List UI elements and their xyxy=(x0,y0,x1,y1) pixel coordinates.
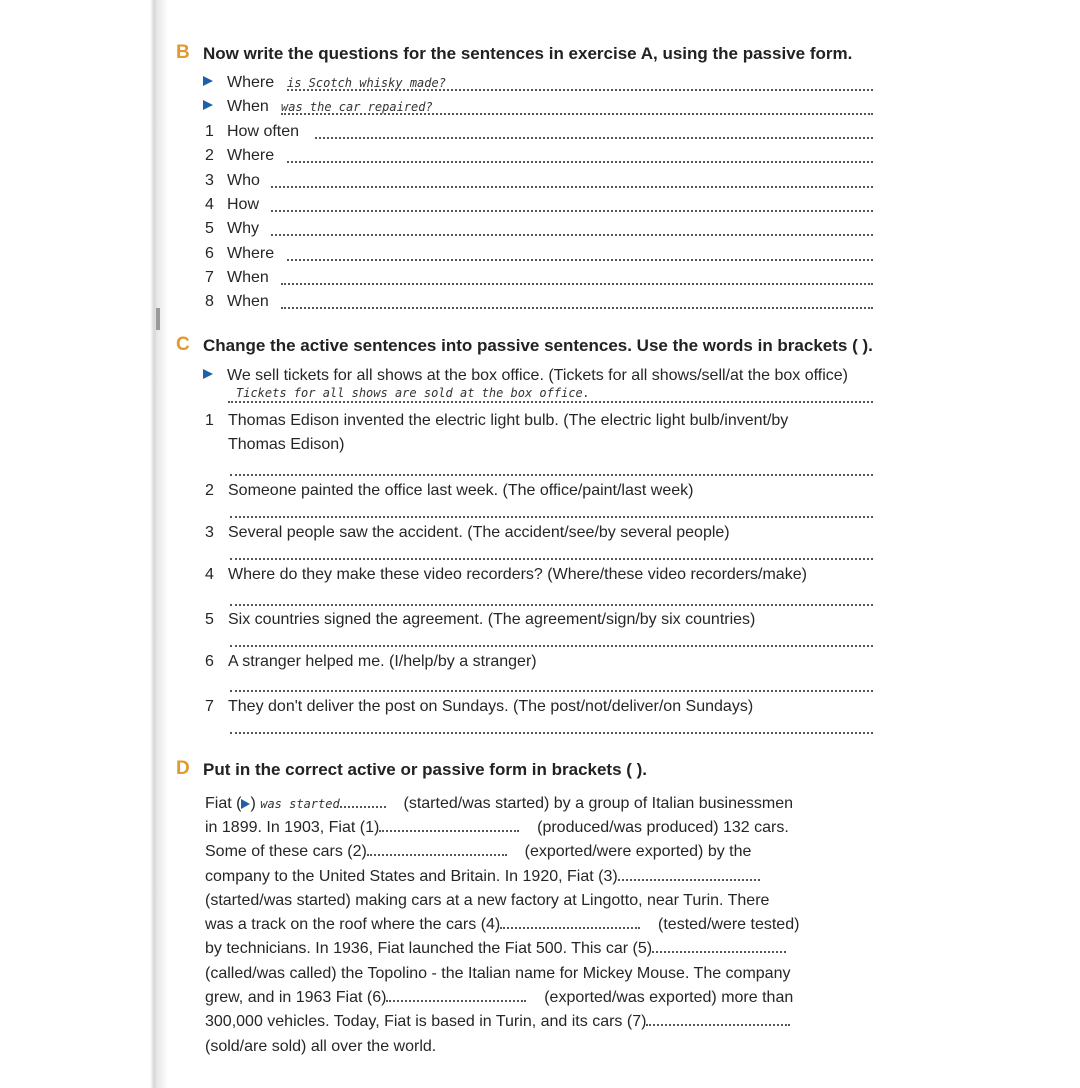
active-sentence: Several people saw the accident. (The accident/see/by several people) xyxy=(228,524,730,541)
text-segment: (sold/are sold) all over the world. xyxy=(205,1038,437,1055)
answer-blank[interactable] xyxy=(367,842,507,856)
handwritten-answer: was the car repaired? xyxy=(281,100,433,114)
exercise-b-item xyxy=(205,269,873,293)
item-number: 3 xyxy=(205,172,214,189)
play-arrow-icon xyxy=(203,100,213,110)
question-word: Where xyxy=(227,147,275,164)
item-number: 2 xyxy=(205,147,214,164)
question-word: Where xyxy=(227,74,275,91)
item-number: 3 xyxy=(205,524,214,541)
answer-blank[interactable] xyxy=(386,988,526,1002)
play-arrow-icon xyxy=(203,369,213,379)
exercise-c-letter: C xyxy=(176,334,190,355)
paragraph-line-3 xyxy=(205,840,751,864)
active-sentence: Six countries signed the agreement. (The agreement/sign/by six countries) xyxy=(228,611,756,628)
text-segment: 300,000 vehicles. Today, Fiat is based in Turin, and its cars (7) xyxy=(205,1013,647,1030)
answer-line[interactable] xyxy=(230,732,873,734)
exercise-b-item xyxy=(205,147,873,171)
answer-line[interactable] xyxy=(230,516,873,518)
exercise-d-letter: D xyxy=(176,758,190,779)
exercise-b-item xyxy=(205,293,873,317)
question-word: Where xyxy=(227,245,275,262)
text-segment: by technicians. In 1936, Fiat launched the Fiat 500. This car (5) xyxy=(205,940,653,957)
active-sentence: They don't deliver the post on Sundays. (The post/not/deliver/on Sundays) xyxy=(228,698,754,715)
text-segment: (exported/were exported) by the xyxy=(524,843,752,860)
exercise-b-item xyxy=(205,196,873,220)
item-number: 7 xyxy=(205,698,214,715)
paragraph-line-9 xyxy=(205,986,793,1010)
answer-blank[interactable] xyxy=(618,867,760,881)
text-segment: (started/was started) making cars at a new factory at Lingotto, near Turin. There xyxy=(205,892,770,909)
page-binding-shadow xyxy=(0,0,168,1088)
exercise-b-letter: B xyxy=(176,42,190,63)
example-sentence: We sell tickets for all shows at the box office. (Tickets for all shows/sell/at the box office) xyxy=(227,367,848,384)
answer-blank[interactable] xyxy=(652,939,786,953)
text-segment: in 1899. In 1903, Fiat (1) xyxy=(205,819,380,836)
handwritten-answer: Tickets for all shows are sold at the box office. xyxy=(236,386,591,400)
active-sentence: Thomas Edison invented the electric light bulb. (The electric light bulb/invent/by xyxy=(228,412,789,429)
answer-line[interactable] xyxy=(281,307,873,309)
answer-blank[interactable] xyxy=(379,818,519,832)
paragraph-line-7 xyxy=(205,937,786,961)
text-segment: company to the United States and Britain. In 1920, Fiat (3) xyxy=(205,868,618,885)
text-segment: was a track on the roof where the cars (4) xyxy=(205,916,501,933)
question-word: How often xyxy=(227,123,300,140)
item-number: 5 xyxy=(205,220,214,237)
item-number: 4 xyxy=(205,196,214,213)
exercise-b-item xyxy=(205,245,873,269)
answer-line[interactable] xyxy=(287,89,873,91)
exercise-b-item xyxy=(205,220,873,244)
exercise-b-instruction: Now write the questions for the sentences in exercise A, using the passive form. xyxy=(203,44,853,63)
binding-mark xyxy=(156,308,160,330)
answer-line[interactable] xyxy=(230,558,873,560)
item-number: 6 xyxy=(205,653,214,670)
text-segment: (started/was started) by a group of Italian businessmen xyxy=(403,795,794,812)
answer-line[interactable] xyxy=(271,210,873,212)
paragraph-line-6 xyxy=(205,913,799,937)
answer-line[interactable] xyxy=(287,161,873,163)
exercise-c-instruction: Change the active sentences into passive sentences. Use the words in brackets ( ). xyxy=(203,336,873,355)
text-segment: (exported/was exported) more than xyxy=(544,989,794,1006)
exercise-b-example-1 xyxy=(205,74,873,98)
answer-line[interactable] xyxy=(287,259,873,261)
question-word: When xyxy=(227,269,269,286)
item-number: 1 xyxy=(205,123,214,140)
active-sentence: Where do they make these video recorders? (Where/these video recorders/make) xyxy=(228,566,807,583)
paragraph-line-11 xyxy=(205,1035,436,1059)
answer-line[interactable] xyxy=(281,113,873,115)
item-number: 6 xyxy=(205,245,214,262)
paragraph-line-1 xyxy=(205,792,793,816)
answer-line[interactable] xyxy=(271,186,873,188)
paragraph-line-5 xyxy=(205,889,769,913)
handwritten-answer: is Scotch whisky made? xyxy=(287,76,446,90)
active-sentence: Someone painted the office last week. (The office/paint/last week) xyxy=(228,482,694,499)
text-segment: Fiat ( xyxy=(205,795,242,812)
item-number: 5 xyxy=(205,611,214,628)
answer-blank[interactable] xyxy=(646,1012,790,1026)
item-number: 2 xyxy=(205,482,214,499)
text-segment: grew, and in 1963 Fiat (6) xyxy=(205,989,387,1006)
text-segment: ) xyxy=(250,795,256,812)
item-number: 4 xyxy=(205,566,214,583)
answer-line[interactable] xyxy=(230,645,873,647)
paragraph-line-4 xyxy=(205,865,760,889)
paragraph-line-10 xyxy=(205,1010,790,1034)
active-sentence: A stranger helped me. (I/help/by a stranger) xyxy=(228,653,537,670)
active-sentence-continued: Thomas Edison) xyxy=(228,436,345,453)
answer-line[interactable] xyxy=(230,690,873,692)
exercise-b-item xyxy=(205,172,873,196)
answer-blank[interactable] xyxy=(340,794,386,808)
exercise-b-example-2 xyxy=(205,98,873,122)
text-segment: (called/was called) the Topolino - the Italian name for Mickey Mouse. The company xyxy=(205,965,791,982)
answer-line[interactable] xyxy=(230,474,873,476)
text-segment: Some of these cars (2) xyxy=(205,843,367,860)
text-segment: (produced/was produced) 132 cars. xyxy=(537,819,789,836)
exercise-d-instruction: Put in the correct active or passive form in brackets ( ). xyxy=(203,760,648,779)
answer-line[interactable] xyxy=(230,604,873,606)
question-word: Why xyxy=(227,220,259,237)
item-number: 7 xyxy=(205,269,214,286)
answer-line[interactable] xyxy=(271,234,873,236)
answer-blank[interactable] xyxy=(500,915,640,929)
question-word: When xyxy=(227,98,269,115)
handwritten-answer: was started xyxy=(260,797,340,811)
exercise-b-item xyxy=(205,123,873,147)
exercise-c-example-answer-row xyxy=(228,386,873,410)
paragraph-line-8 xyxy=(205,962,790,986)
answer-line[interactable] xyxy=(228,401,873,403)
answer-line[interactable] xyxy=(315,137,873,139)
item-number: 8 xyxy=(205,293,214,310)
play-arrow-icon xyxy=(203,76,213,86)
paragraph-line-2 xyxy=(205,816,789,840)
question-word: When xyxy=(227,293,269,310)
question-word: Who xyxy=(227,172,260,189)
question-word: How xyxy=(227,196,260,213)
answer-line[interactable] xyxy=(281,283,873,285)
text-segment: (tested/were tested) xyxy=(658,916,800,933)
item-number: 1 xyxy=(205,412,214,429)
